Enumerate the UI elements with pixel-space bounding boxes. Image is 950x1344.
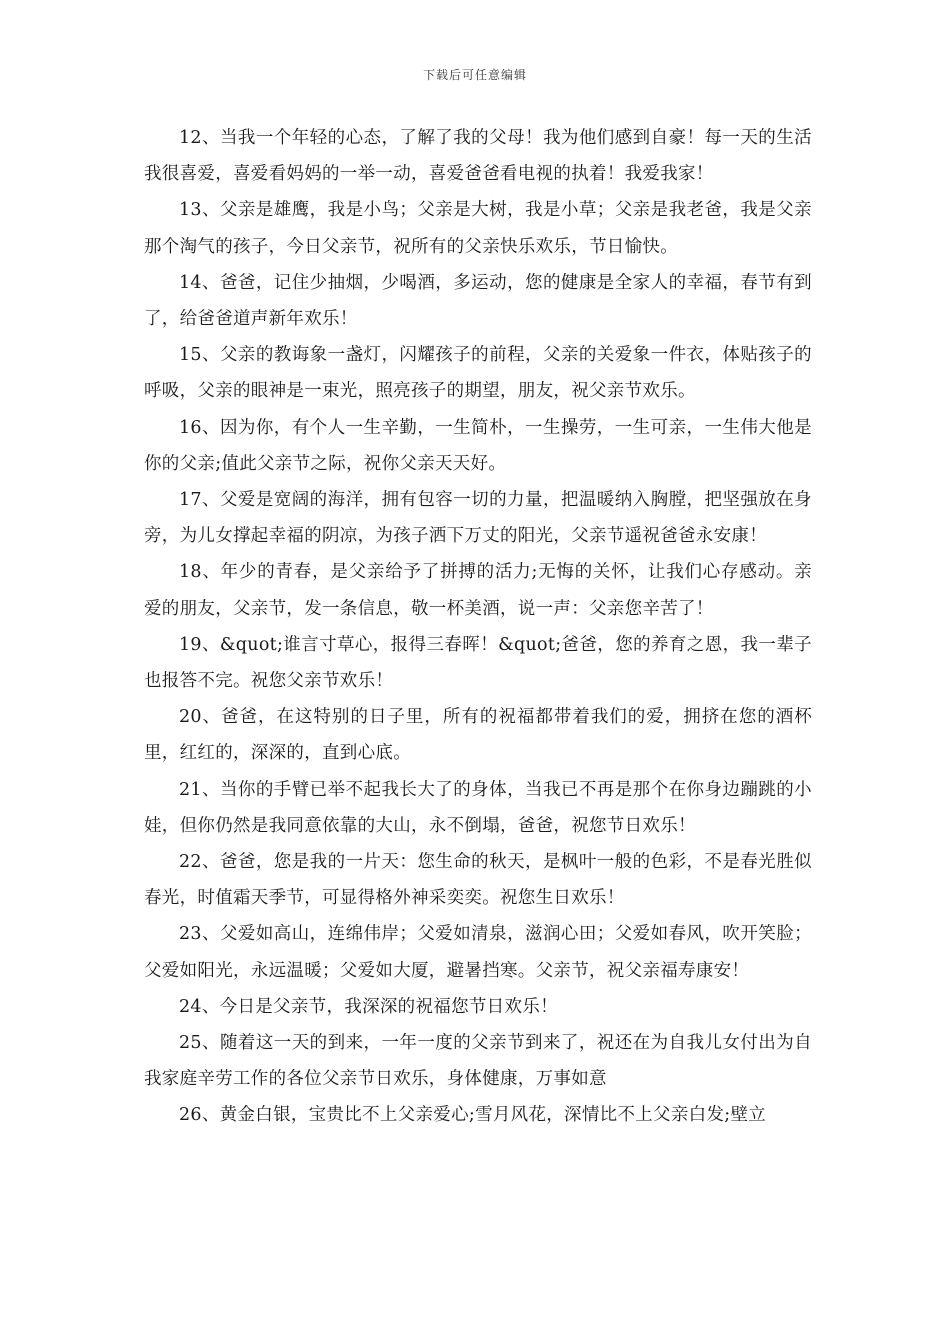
paragraph-17: 17、父爱是宽阔的海洋，拥有包容一切的力量，把温暖纳入胸膛，把坚强放在身旁，为儿女撑起幸福的阴凉，为孩子洒下万丈的阳光，父亲节遥祝爸爸永安康！ [144, 490, 812, 547]
paragraph-23: 23、父爱如高山，连绵伟岸；父爱如清泉，滋润心田；父爱如春风，吹开笑脸；父爱如阳光，永远温暖；父爱如大厦，避暑挡寒。父亲节，祝父亲福寿康安！ [144, 924, 812, 981]
paragraph-21: 21、当你的手臂已举不起我长大了的身体，当我已不再是那个在你身边蹦跳的小娃，但你仍然是我同意依靠的大山，永不倒塌，爸爸，祝您节日欢乐！ [144, 779, 812, 836]
paragraph-22: 22、爸爸，您是我的一片天：您生命的秋天，是枫叶一般的色彩，不是春光胜似春光，时值霜天季节，可显得格外神采奕奕。祝您生日欢乐！ [144, 852, 812, 909]
paragraph-26: 26、黄金白银，宝贵比不上父亲爱心;雪月风花，深情比不上父亲白发;壁立 [179, 1105, 767, 1126]
paragraph-16: 16、因为你，有个人一生辛勤，一生简朴，一生操劳，一生可亲，一生伟大他是你的父亲;值此父亲节之际，祝你父亲天天好。 [144, 417, 812, 474]
paragraph-12: 12、当我一个年轻的心态，了解了我的父母！我为他们感到自豪！每一天的生活我很喜爱，喜爱看妈妈的一举一动，喜爱爸爸看电视的执着！我爱我家！ [144, 128, 812, 185]
paragraph-14: 14、爸爸，记住少抽烟，少喝酒，多运动，您的健康是全家人的幸福，春节有到了，给爸爸道声新年欢乐！ [144, 272, 812, 330]
paragraph-25: 25、随着这一天的到来，一年一度的父亲节到来了，祝还在为自我儿女付出为自我家庭辛劳工作的各位父亲节日欢乐，身体健康，万事如意 [144, 1033, 812, 1090]
page-header: 下载后可任意编辑 [422, 68, 527, 82]
document-body [144, 120, 812, 1134]
paragraph-24: 24、今日是父亲节，我深深的祝福您节日欢乐！ [179, 996, 558, 1017]
paragraph-15: 15、父亲的教诲象一盏灯，闪耀孩子的前程，父亲的关爱象一件衣，体贴孩子的呼吸，父亲的眼神是一束光，照亮孩子的期望，朋友，祝父亲节欢乐。 [144, 345, 812, 402]
paragraph-13: 13、父亲是雄鹰，我是小鸟；父亲是大树，我是小草；父亲是我老爸，我是父亲那个淘气的孩子，今日父亲节，祝所有的父亲快乐欢乐，节日愉快。 [144, 200, 812, 257]
paragraph-19: 19、&quot;谁言寸草心，报得三春晖！&quot;爸爸，您的养育之恩，我一辈子也报答不完。祝您父亲节欢乐！ [144, 634, 812, 692]
paragraph-20: 20、爸爸，在这特别的日子里，所有的祝福都带着我们的爱，拥挤在您的酒杯里，红红的，深深的，直到心底。 [144, 707, 812, 764]
paragraph-18: 18、年少的青春，是父亲给予了拼搏的活力;无悔的关怀，让我们心存感动。亲爱的朋友，父亲节，发一条信息，敬一杯美酒，说一声：父亲您辛苦了！ [144, 562, 812, 619]
